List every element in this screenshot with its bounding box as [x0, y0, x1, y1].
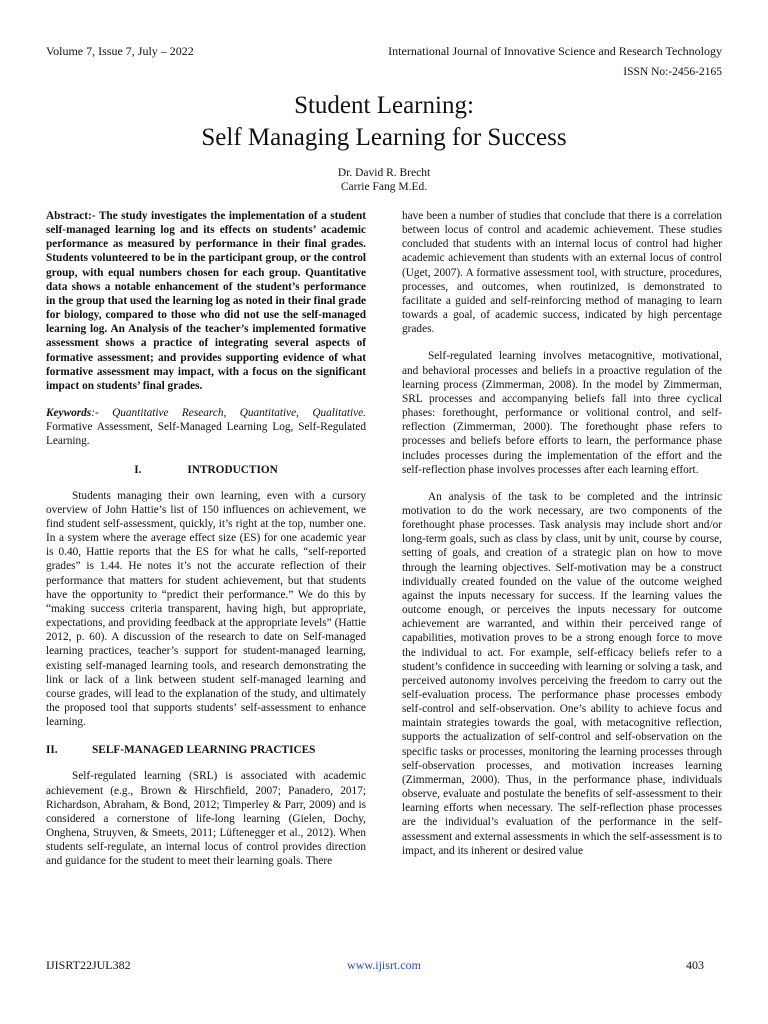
title-line-2: Self Managing Learning for Success	[201, 124, 567, 151]
section-number: II.	[46, 744, 58, 757]
page-number: 403	[686, 958, 704, 972]
section-title: SELF-MANAGED LEARNING PRACTICES	[92, 744, 316, 757]
paper-title	[0, 90, 768, 154]
keywords-label: Keywords	[46, 407, 92, 420]
section-title: INTRODUCTION	[187, 463, 278, 476]
keywords-rest: Formative Assessment, Self-Managed Learning Log, Self-Regulated Learning.	[46, 421, 366, 448]
srl-phases-paragraph: Self-regulated learning involves metacognitive, motivational, and behavioral processes and beliefs in a proactive regulation of the learning process (Zimmerman, 2008). In the model by Zimmerman, SRL processes and accompanying beliefs fall into three cyclical phases: forethought, performance or volitional control, and self-reflection (Zimmerman, 2000). The forethought phase refers to processes and beliefs before efforts to learn, the performance phase includes processes during the implementation of the effort and the self-reflection phase involves processes after each learning effort.	[402, 350, 722, 476]
journal-volume: Volume 7, Issue 7, July – 2022	[46, 44, 194, 58]
author-2: Carrie Fang M.Ed.	[340, 181, 428, 193]
right-column	[402, 209, 722, 858]
keywords-italic: :- Quantitative Research, Quantitative, Qualitative.	[91, 407, 366, 420]
author-1: Dr. David R. Brecht	[337, 167, 431, 179]
locus-paragraph: have been a number of studies that conclude that there is a correlation between locus of control and academic achievement. These studies concluded that students with an internal locus of control had higher academic achievement than students with an external locus of control (Uget, 2007). A formative assessment tool, with structure, procedures, processes, and outcomes, when routinized, is demonstrated to facilitate a guided and self-reinforcing method of managing to learn towards a goal, of academic success, indicated by high percentage grades.	[402, 210, 722, 336]
left-column	[46, 209, 366, 869]
section-heading-introduction	[46, 463, 366, 477]
section-number: I.	[134, 463, 142, 476]
keywords	[46, 406, 366, 448]
issn: ISSN No:-2456-2165	[623, 66, 722, 78]
srl-paragraph: Self-regulated learning (SRL) is associated with academic achievement (e.g., Brown & Hirschfield, 2007; Panadero, 2017; Richardson, Abraham, & Bond, 2012; Timperley & Parr, 2009) and is considered a cornerstone of life-long learning (Gielen, Dochy, Onghena, Struyven, & Smeets, 2011; Lüftenegger et al., 2012). When students self-regulate, an internal locus of control provides direction and guidance for the student to meet their learning goals. There	[46, 770, 366, 868]
authors	[0, 166, 768, 194]
journal-name: International Journal of Innovative Science and Research Technology	[388, 44, 722, 58]
journal-url[interactable]: www.ijisrt.com	[347, 958, 421, 972]
task-analysis-paragraph: An analysis of the task to be completed and the intrinsic motivation to do the work necessary, are two components of the forethought phase processes. Task analysis may include short and/or long-term goals, such as class by class, unit by unit, course by course, setting of goals, and creation of a strategic plan on how to move through the learning objectives. Self-motivation may be a construct individually created founded on the value of the outcome weighed against the inputs necessary for success. If the learning values the outcome enough, or perceives the inputs necessary for outcome achievement are warranted, and within their perceived range of capabilities, motivation proves to be a strong enough force to move the individual to act. For example, self-efficacy beliefs refer to a student’s confidence in succeeding with learning or solving a task, and perceived autonomy involves perceiving the freedom to carry out the self-evaluation process. The performance phase processes embody self-control and self-observation. One’s ability to achieve focus and maintain strategies towards the goal, with metacognitive reflection, supports the actualization of self-control and self-observation on the specific tasks or processes, monitoring the learning processes through self-observation processes, and motivation increases learning (Zimmerman, 2000). Thus, in the performance phase, individuals observe, evaluate and postulate the benefits of self-assessment to their learning efforts when necessary. The self-reflection phase processes are the individual’s evaluation of the performance in the self-assessment and external assessments in which the self-assessment is to impact, and its inherent or desired value	[402, 490, 722, 857]
introduction-paragraph: Students managing their own learning, even with a cursory overview of John Hattie’s list of 150 influences on achievement, we find student self-assessment, quickly, it’s right at the top, number one. In a system where the average effect size (ES) for one academic year is 0.40, Hattie reports that the ES for what he calls, “self-reported grades” is 1.44. He notes it’s not the accurate reflection of their performance that matters for student achievement, but that students have the opportunity to “predict their performance.” We do this by “making success criteria transparent, having high, but appropriate, expectations, and providing feedback at the appropriate levels” (Hattie 2012, p. 60). A discussion of the research to date on Self-managed learning practices, teacher’s support for student-managed learning, existing self-managed learning tools, and research demonstrating the link or lack of a link between student self-managed learning and course grades, will lead to the explanation of the study, and ultimately the proposed tool that supports students’ self-assessment to enhance learning.	[46, 489, 366, 729]
abstract: Abstract:- The study investigates the implementation of a student self-managed learning log and its effects on students’ academic performance as measured by performance in their final grades. Students volunteered to be in the participant group, or the control group, with equal numbers chosen for each group. Quantitative data shows a notable enhancement of the student’s performance in the group that used the learning log as noted in their final grade for biology, compared to those who did not use the self-managed learning log. An Analysis of the teacher’s implemented formative assessment shows a practice of integrating several aspects of formative assessment; and provides supporting evidence of what formative assessment may impact, with a focus on the significant impact on students’ final grades.	[46, 210, 367, 392]
paper-id: IJISRT22JUL382	[46, 958, 131, 972]
section-heading-self-managed	[46, 743, 366, 757]
title-line-1: Student Learning:	[294, 92, 474, 119]
